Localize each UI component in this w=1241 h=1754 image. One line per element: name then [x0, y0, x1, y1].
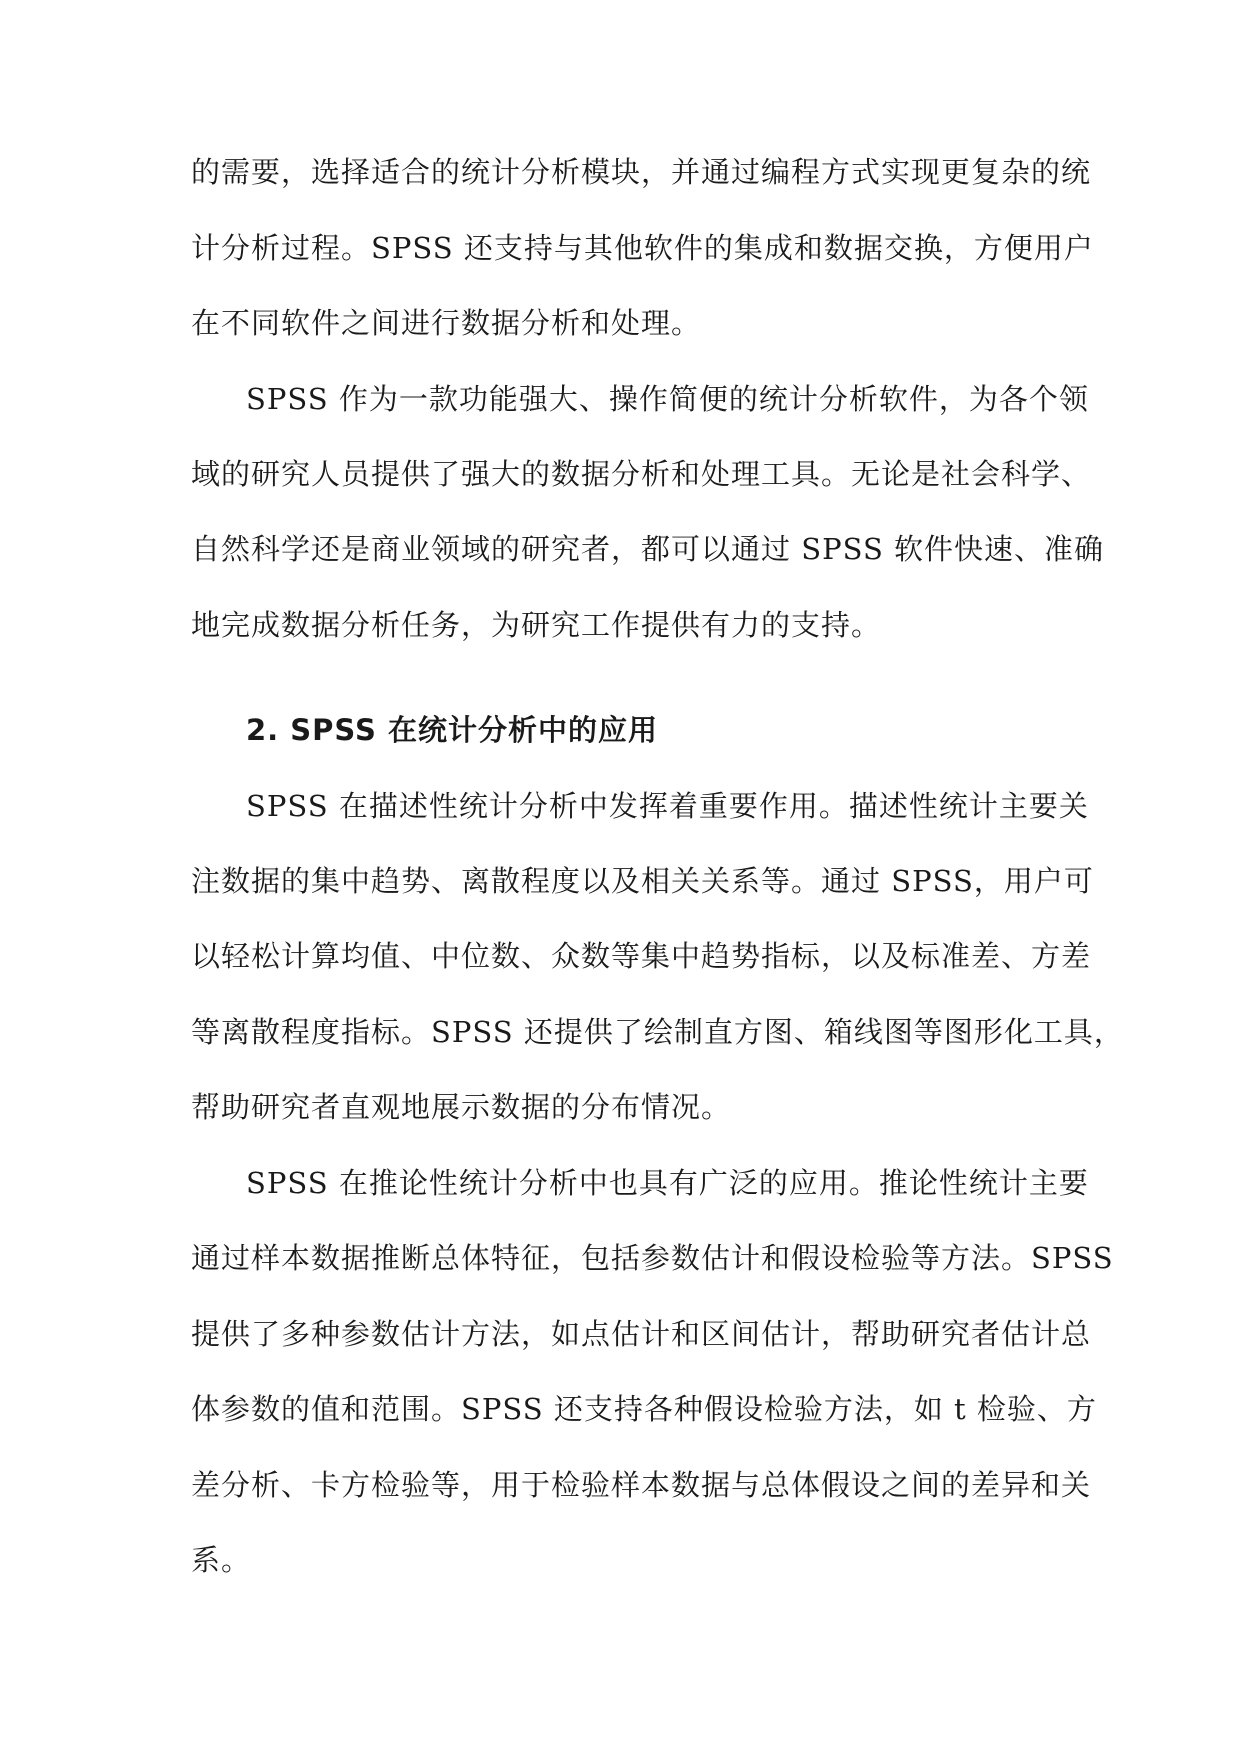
paragraph-line: 自然科学还是商业领域的研究者，都可以通过 SPSS 软件快速、准确 — [191, 532, 1105, 566]
paragraph-line: SPSS 在推论性统计分析中也具有广泛的应用。推论性统计主要 — [246, 1166, 1089, 1200]
paragraph-line: 在不同软件之间进行数据分析和处理。 — [191, 306, 702, 340]
paragraph-line: 以轻松计算均值、中位数、众数等集中趋势指标，以及标准差、方差 — [191, 939, 1092, 973]
paragraph-line: 注数据的集中趋势、离散程度以及相关关系等。通过 SPSS，用户可 — [191, 864, 1094, 898]
paragraph-line: SPSS 在描述性统计分析中发挥着重要作用。描述性统计主要关 — [246, 789, 1089, 823]
paragraph-line: 的需要，选择适合的统计分析模块，并通过编程方式实现更复杂的统 — [191, 155, 1092, 189]
paragraph-line: 差分析、卡方检验等，用于检验样本数据与总体假设之间的差异和关 — [191, 1468, 1092, 1502]
paragraph-line: 系。 — [191, 1543, 252, 1577]
paragraph-line: 域的研究人员提供了强大的数据分析和处理工具。无论是社会科学、 — [191, 457, 1092, 491]
paragraph-line: 帮助研究者直观地展示数据的分布情况。 — [191, 1090, 732, 1124]
section-heading: 2. SPSS 在统计分析中的应用 — [246, 713, 658, 747]
paragraph-line: 地完成数据分析任务，为研究工作提供有力的支持。 — [191, 608, 882, 642]
paragraph-line: 体参数的值和范围。SPSS 还支持各种假设检验方法，如 t 检验、方 — [191, 1392, 1097, 1426]
paragraph-line: 通过样本数据推断总体特征，包括参数估计和假设检验等方法。SPSS — [191, 1241, 1114, 1275]
paragraph-line: SPSS 作为一款功能强大、操作简便的统计分析软件，为各个领 — [246, 382, 1089, 416]
paragraph-line: 等离散程度指标。SPSS 还提供了绘制直方图、箱线图等图形化工具， — [191, 1015, 1124, 1049]
paragraph-line: 计分析过程。SPSS 还支持与其他软件的集成和数据交换，方便用户 — [191, 231, 1094, 265]
paragraph-line: 提供了多种参数估计方法，如点估计和区间估计，帮助研究者估计总 — [191, 1317, 1092, 1351]
